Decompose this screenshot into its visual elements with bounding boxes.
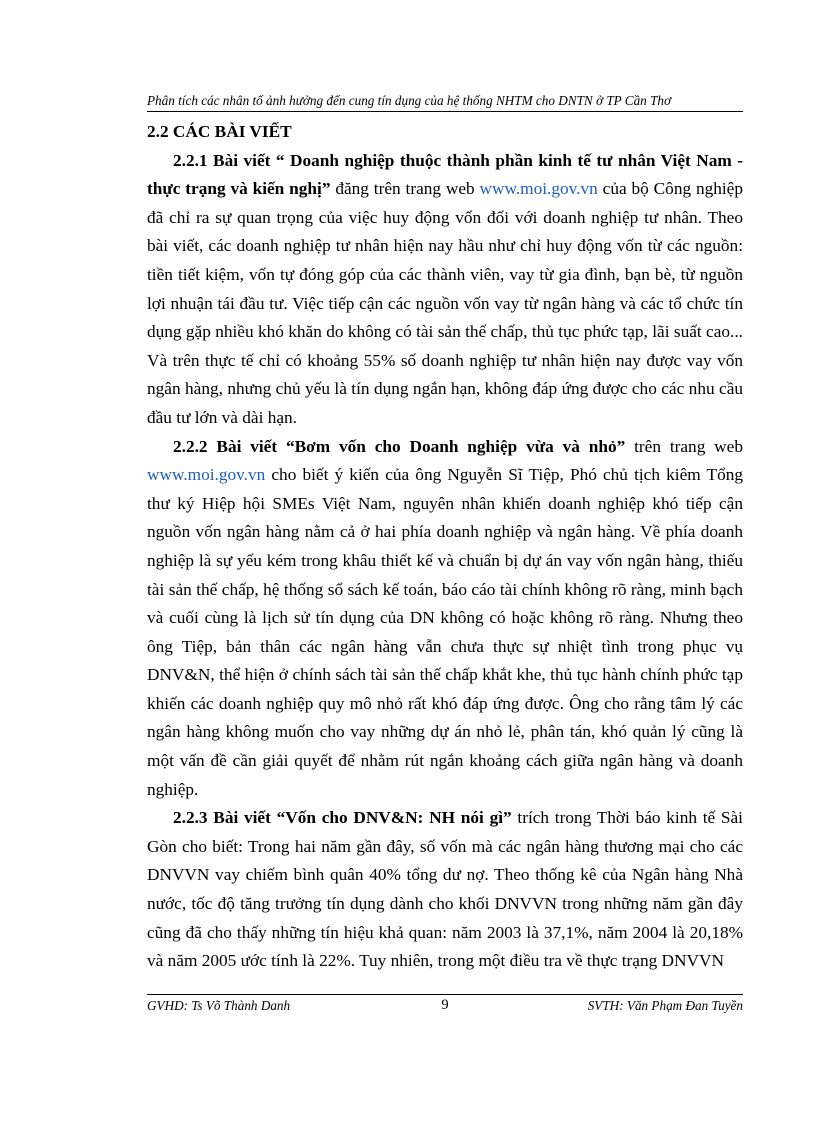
paragraph-2-2-1 (147, 147, 743, 433)
paragraph-text: trên trang web (625, 436, 743, 456)
page-number: 9 (441, 997, 449, 1013)
page-header: Phân tích các nhân tố ảnh hưởng đến cung tín dụng của hệ thống NHTM cho DNTN ở TP Cần Thơ (147, 93, 672, 108)
paragraph-2-2-2 (147, 433, 743, 805)
paragraph-text: trích trong Thời báo kinh tế Sài Gòn cho biết: Trong hai năm gần đây, số vốn mà các ngân hàng thương mại cho các DNVVN vay chiếm bình quân 40% tổng dư nợ. Theo thống kê của Ngân hàng Nhà nước, tốc độ tăng trưởng tín dụng dành cho khối DNVVN trong những năm gần đây cũng đã cho thấy những tín hiệu khả quan: năm 2003 là 37,1%, năm 2004 là 20,18% và năm 2005 ước tính là 22%. Tuy nhiên, trong một điều tra về thực trạng DNVVN (147, 808, 743, 971)
paragraph-text: đăng trên trang web (330, 179, 480, 199)
paragraph-2-2-3 (147, 804, 743, 976)
footer-divider (147, 994, 743, 995)
header-divider (147, 111, 743, 112)
website-link[interactable]: www.moi.gov.vn (147, 465, 266, 485)
paragraph-text: của bộ Công nghiệp đã chỉ ra sự quan trọng của việc huy động vốn đối với doanh nghiệp tư nhân. Theo bài viết, các doanh nghiệp tư nhân hiện nay hầu như chỉ huy động vốn từ các nguồn: tiền tiết kiệm, vốn tự đóng góp của các thành viên, vay từ gia đình, bạn bè, từ nguồn lợi nhuận tái đầu tư. Việc tiếp cận các nguồn vốn vay từ ngân hàng và các tổ chức tín dụng gặp nhiều khó khăn do không có tài sản thế chấp, thủ tục phức tạp, lãi suất cao... Và trên thực tế chỉ có khoảng 55% số doanh nghiệp tư nhân hiện nay được vay vốn ngân hàng, nhưng chủ yếu là tín dụng ngắn hạn, không đáp ứng được cho các nhu cầu đầu tư lớn và dài hạn. (147, 179, 743, 427)
page-footer (147, 997, 743, 1015)
document-body (147, 118, 743, 976)
website-link[interactable]: www.moi.gov.vn (479, 179, 598, 199)
article-heading-2-2-1: 2.2.1 Bài viết “ Doanh nghiệp thuộc thành phần kinh tế tư nhân Việt Nam - thực trạng và kiến nghị” (147, 150, 743, 199)
article-heading-2-2-3: 2.2.3 Bài viết “Vốn cho DNV&N: NH nói gì” (173, 808, 512, 828)
paragraph-text: cho biết ý kiến của ông Nguyễn Sĩ Tiệp, Phó chủ tịch kiêm Tổng thư ký Hiệp hội SMEs Việt Nam, nguyên nhân khiến doanh nghiệp khó tiếp cận nguồn vốn ngân hàng nằm cả ở hai phía doanh nghiệp và ngân hàng. Về phía doanh nghiệp là sự yếu kém trong khâu thiết kế và chuẩn bị dự án vay vốn ngân hàng, thiếu tài sản thế chấp, hệ thống sổ sách kế toán, báo cáo tài chính không rõ ràng, minh bạch và cuối cùng là lịch sử tín dụng của DN không có hoặc không rõ ràng. Nhưng theo ông Tiệp, bản thân các ngân hàng vẫn chưa thực sự nhiệt tình trong phục vụ DNV&N, thể hiện ở chính sách tài sản thế chấp khắt khe, thủ tục hành chính phức tạp khiến các doanh nghiệp quy mô nhỏ rất khó đáp ứng được. Ông cho rằng tâm lý các ngân hàng không muốn cho vay những dự án nhỏ lẻ, phân tán, khó quản lý cũng là một vấn đề cần giải quyết để nhằm rút ngắn khoảng cách giữa ngân hàng và doanh nghiệp. (147, 465, 743, 799)
article-heading-2-2-2: 2.2.2 Bài viết “Bơm vốn cho Doanh nghiệp vừa và nhỏ” (173, 436, 626, 456)
footer-student: SVTH: Văn Phạm Đan Tuyền (587, 998, 743, 1013)
footer-supervisor: GVHD: Ts Võ Thành Danh (147, 998, 291, 1013)
section-title: 2.2 CÁC BÀI VIẾT (147, 122, 292, 141)
